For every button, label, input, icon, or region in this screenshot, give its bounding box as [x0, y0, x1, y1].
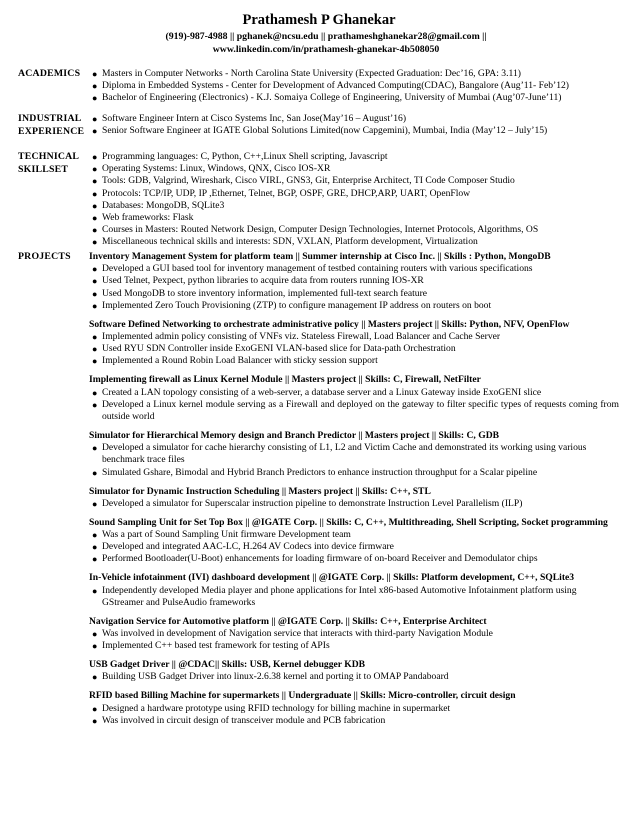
- project-title: Implementing firewall as Linux Kernel Module || Masters project || Skills: C, Firewall, NetFilter: [89, 374, 481, 386]
- bullet-icon: ●: [92, 237, 98, 248]
- project-bullets: [89, 498, 619, 510]
- bullet-icon: ●: [92, 399, 98, 410]
- project-title: Inventory Management System for platform team || Summer internship at Cisco Inc. || Skills : Python, MongoDB: [89, 251, 551, 262]
- project-block: [89, 690, 619, 727]
- project-bullets: [89, 703, 619, 727]
- bullet-icon: ●: [92, 356, 98, 367]
- list-item: ● Courses in Masters: Routed Network Design, Computer Design Technologies, Internet Protocols, Algorithms, OS: [92, 224, 539, 236]
- list-item: ● Bachelor of Engineering (Electronics) - K.J. Somaiya College of Engineering, University of Mumbai (Aug’07-June’11): [92, 92, 562, 104]
- bullet-icon: ●: [92, 542, 98, 553]
- project-bullets: [89, 628, 619, 652]
- list-item: ● Masters in Computer Networks - North Carolina State University (Expected Graduation: Dec’16, GPA: 3.11): [92, 68, 521, 79]
- project-block: [89, 319, 619, 368]
- project-block: [89, 572, 619, 609]
- projects-heading: PROJECTS: [18, 251, 71, 262]
- bullet-icon: ●: [92, 188, 98, 199]
- project-block: [89, 430, 619, 479]
- list-item: ● Was a part of Sound Sampling Unit firmware Development team: [92, 529, 351, 541]
- project-block: [89, 616, 619, 653]
- project-bullets: [89, 442, 619, 479]
- bullet-icon: ●: [92, 530, 98, 541]
- list-item: ● Protocols: TCP/IP, UDP, IP ,Ethernet, Telnet, BGP, OSPF, GRE, DHCP,ARP, UART, OpenFlow: [92, 187, 471, 199]
- list-item: ● Operating Systems: Linux, Windows, QNX, Cisco IOS-XR: [92, 163, 331, 175]
- project-block: [89, 517, 619, 566]
- bullet-icon: ●: [92, 276, 98, 287]
- list-item: ● Was involved in development of Navigation service that interacts with third-party Navigation Module: [92, 628, 493, 640]
- bullet-icon: ●: [92, 300, 98, 311]
- skills-list: [89, 151, 619, 249]
- bullet-icon: ●: [92, 344, 98, 355]
- bullet-icon: ●: [92, 164, 98, 175]
- bullet-icon: ●: [92, 81, 98, 92]
- academics-list: [89, 68, 619, 105]
- list-item: ● Implemented admin policy consisting of VNFs viz. Stateless Firewall, Load Balancer and Cache Server: [92, 331, 501, 343]
- list-item: ● Developed and integrated AAC-LC, H.264 AV Codecs into device firmware: [92, 541, 394, 553]
- project-block: [89, 251, 619, 312]
- list-item: ● Designed a hardware prototype using RFID technology for billing machine in supermarket: [92, 702, 451, 714]
- list-item: ● Implemented Zero Touch Provisioning (ZTP) to configure management IP address on routers on boot: [92, 299, 492, 311]
- bullet-icon: ●: [92, 264, 98, 275]
- candidate-name: Prathamesh P Ghanekar: [242, 12, 396, 28]
- list-item: ● Web frameworks: Flask: [92, 212, 194, 224]
- project-bullets: [89, 671, 619, 683]
- project-title: RFID based Billing Machine for supermarkets || Undergraduate || Skills: Micro-controller, circuit design: [89, 690, 516, 702]
- bullet-icon: ●: [92, 498, 98, 509]
- project-title: Software Defined Networking to orchestrate administrative policy || Masters project || Skills: Python, NFV, OpenFlow: [89, 318, 570, 330]
- skills-heading-line2: SKILLSET: [18, 163, 69, 175]
- bullet-icon: ●: [92, 213, 98, 224]
- bullet-icon: ●: [92, 126, 98, 137]
- experience-heading-line2: EXPERIENCE: [18, 125, 85, 137]
- bullet-icon: ●: [92, 200, 98, 211]
- bullet-icon: ●: [92, 93, 98, 104]
- bullet-icon: ●: [92, 672, 98, 683]
- bullet-icon: ●: [92, 387, 98, 398]
- project-bullets: [89, 331, 619, 368]
- project-block: [89, 659, 619, 683]
- experience-heading-line1: INDUSTRIAL: [18, 113, 82, 124]
- list-item: ● Used RYU SDN Controller inside ExoGENI VLAN-based slice for Data-path Orchestration: [92, 343, 456, 355]
- experience-heading: [18, 113, 84, 138]
- project-title: Simulator for Hierarchical Memory design and Branch Predictor || Masters project || Skills: C, GDB: [89, 430, 500, 442]
- bullet-icon: ●: [92, 114, 98, 124]
- project-title: Navigation Service for Automotive platform || @IGATE Corp. || Skills: C++, Enterprise Architect: [89, 615, 487, 627]
- project-bullets: [89, 585, 619, 609]
- list-item: ● Software Engineer Intern at Cisco Systems Inc, San Jose(May’16 – August’16): [92, 113, 407, 124]
- academics-heading: ACADEMICS: [18, 68, 81, 79]
- list-item: ● Used Telnet, Pexpect, python libraries to acquire data from routers running IOS-XR: [92, 275, 424, 287]
- bullet-icon: ●: [92, 152, 98, 162]
- list-item: ● Developed a GUI based tool for inventory management of testbed containing routers with various specifications: [92, 263, 533, 275]
- bullet-icon: ●: [92, 629, 98, 640]
- list-item: ● Developed a simulator for cache hierarchy consisting of L1, L2 and Victim Cache and demonstrated its working using various benchmark trace files: [92, 442, 587, 466]
- list-item: ● Developed a Linux kernel module serving as a Firewall and deployed on the gateway to filter specific types of requests coming from outside world: [92, 398, 619, 423]
- project-bullets: [89, 387, 619, 424]
- list-item: ● Used MongoDB to store inventory information, implemented full-text search feature: [92, 287, 428, 299]
- list-item: ● Implemented C++ based test framework for testing of APIs: [92, 640, 330, 652]
- list-item: ● Implemented a Round Robin Load Balancer with sticky session support: [92, 355, 378, 367]
- list-item: ● Simulated Gshare, Bimodal and Hybrid Branch Predictors to enhance instruction throughput for a Scalar pipeline: [92, 466, 538, 478]
- experience-list: [89, 113, 619, 137]
- project-block: [89, 374, 619, 423]
- bullet-icon: ●: [92, 467, 98, 478]
- list-item: ● Diploma in Embedded Systems - Center for Development of Advanced Computing(CDAC), Bangalore (Aug’11- Feb’12): [92, 80, 569, 92]
- list-item: ● Was involved in circuit design of transceiver module and PCB fabrication: [92, 714, 386, 726]
- contact-line: (919)-987-4988 || pghanek@ncsu.edu || prathameshghanekar28@gmail.com || www.linkedin.com/in/prathamesh-ghanekar-4b508050: [165, 31, 487, 55]
- bullet-icon: ●: [92, 69, 98, 79]
- skills-heading: [18, 151, 79, 176]
- project-title: Sound Sampling Unit for Set Top Box || @IGATE Corp. || Skills: C, C++, Multithreading, Shell Scripting, Socket programming: [89, 516, 608, 528]
- skills-heading-line1: TECHNICAL: [18, 151, 80, 162]
- list-item: ● Programming languages: C, Python, C++,Linux Shell scripting, Javascript: [92, 151, 388, 162]
- project-title: USB Gadget Driver || @CDAC|| Skills: USB, Kernel debugger KDB: [89, 659, 366, 671]
- list-item: ● Miscellaneous technical skills and interests: SDN, VXLAN, Platform development, Virtualization: [92, 236, 478, 248]
- bullet-icon: ●: [92, 715, 98, 726]
- list-item: ● Tools: GDB, Valgrind, Wireshark, Cisco VIRL, GNS3, Git, Enterprise Architect, TI Code Composer Studio: [92, 175, 515, 187]
- bullet-icon: ●: [92, 641, 98, 652]
- bullet-icon: ●: [92, 332, 98, 343]
- project-title: In-Vehicle infotainment (IVI) dashboard development || @IGATE Corp. || Skills: Platform development, C++, SQLite3: [89, 572, 575, 584]
- list-item: ● Created a LAN topology consisting of a web-server, a database server and a Linux Gateway inside ExoGENI slice: [92, 386, 542, 398]
- project-block: [89, 486, 619, 510]
- bullet-icon: ●: [92, 585, 98, 596]
- project-title: Simulator for Dynamic Instruction Scheduling || Masters project || Skills: C++, STL: [89, 485, 431, 497]
- bullet-icon: ●: [92, 225, 98, 236]
- list-item: ● Developed a simulator for Superscalar instruction pipeline to demonstrate Instruction Level Parallelism (ILP): [92, 497, 523, 509]
- bullet-icon: ●: [92, 703, 98, 714]
- project-bullets: [89, 529, 619, 566]
- bullet-icon: ●: [92, 443, 98, 454]
- bullet-icon: ●: [92, 288, 98, 299]
- list-item: ● Independently developed Media player and phone applications for Intel x86-based Automotive Infotainment platform using GStreamer and PulseAudio frameworks: [92, 584, 577, 608]
- list-item: ● Performed Bootloader(U-Boot) enhancements for loading firmware of on-board Receiver and Demodulator chips: [92, 553, 538, 565]
- bullet-icon: ●: [92, 176, 98, 187]
- list-item: ● Databases: MongoDB, SQLite3: [92, 199, 225, 211]
- list-item: ● Senior Software Engineer at IGATE Global Solutions Limited(now Capgemini), Mumbai, India (May’12 – July’15): [92, 125, 548, 137]
- project-bullets: [89, 263, 619, 312]
- list-item: ● Building USB Gadget Driver into linux-2.6.38 kernel and porting it to OMAP Pandaboard: [92, 671, 449, 683]
- bullet-icon: ●: [92, 554, 98, 565]
